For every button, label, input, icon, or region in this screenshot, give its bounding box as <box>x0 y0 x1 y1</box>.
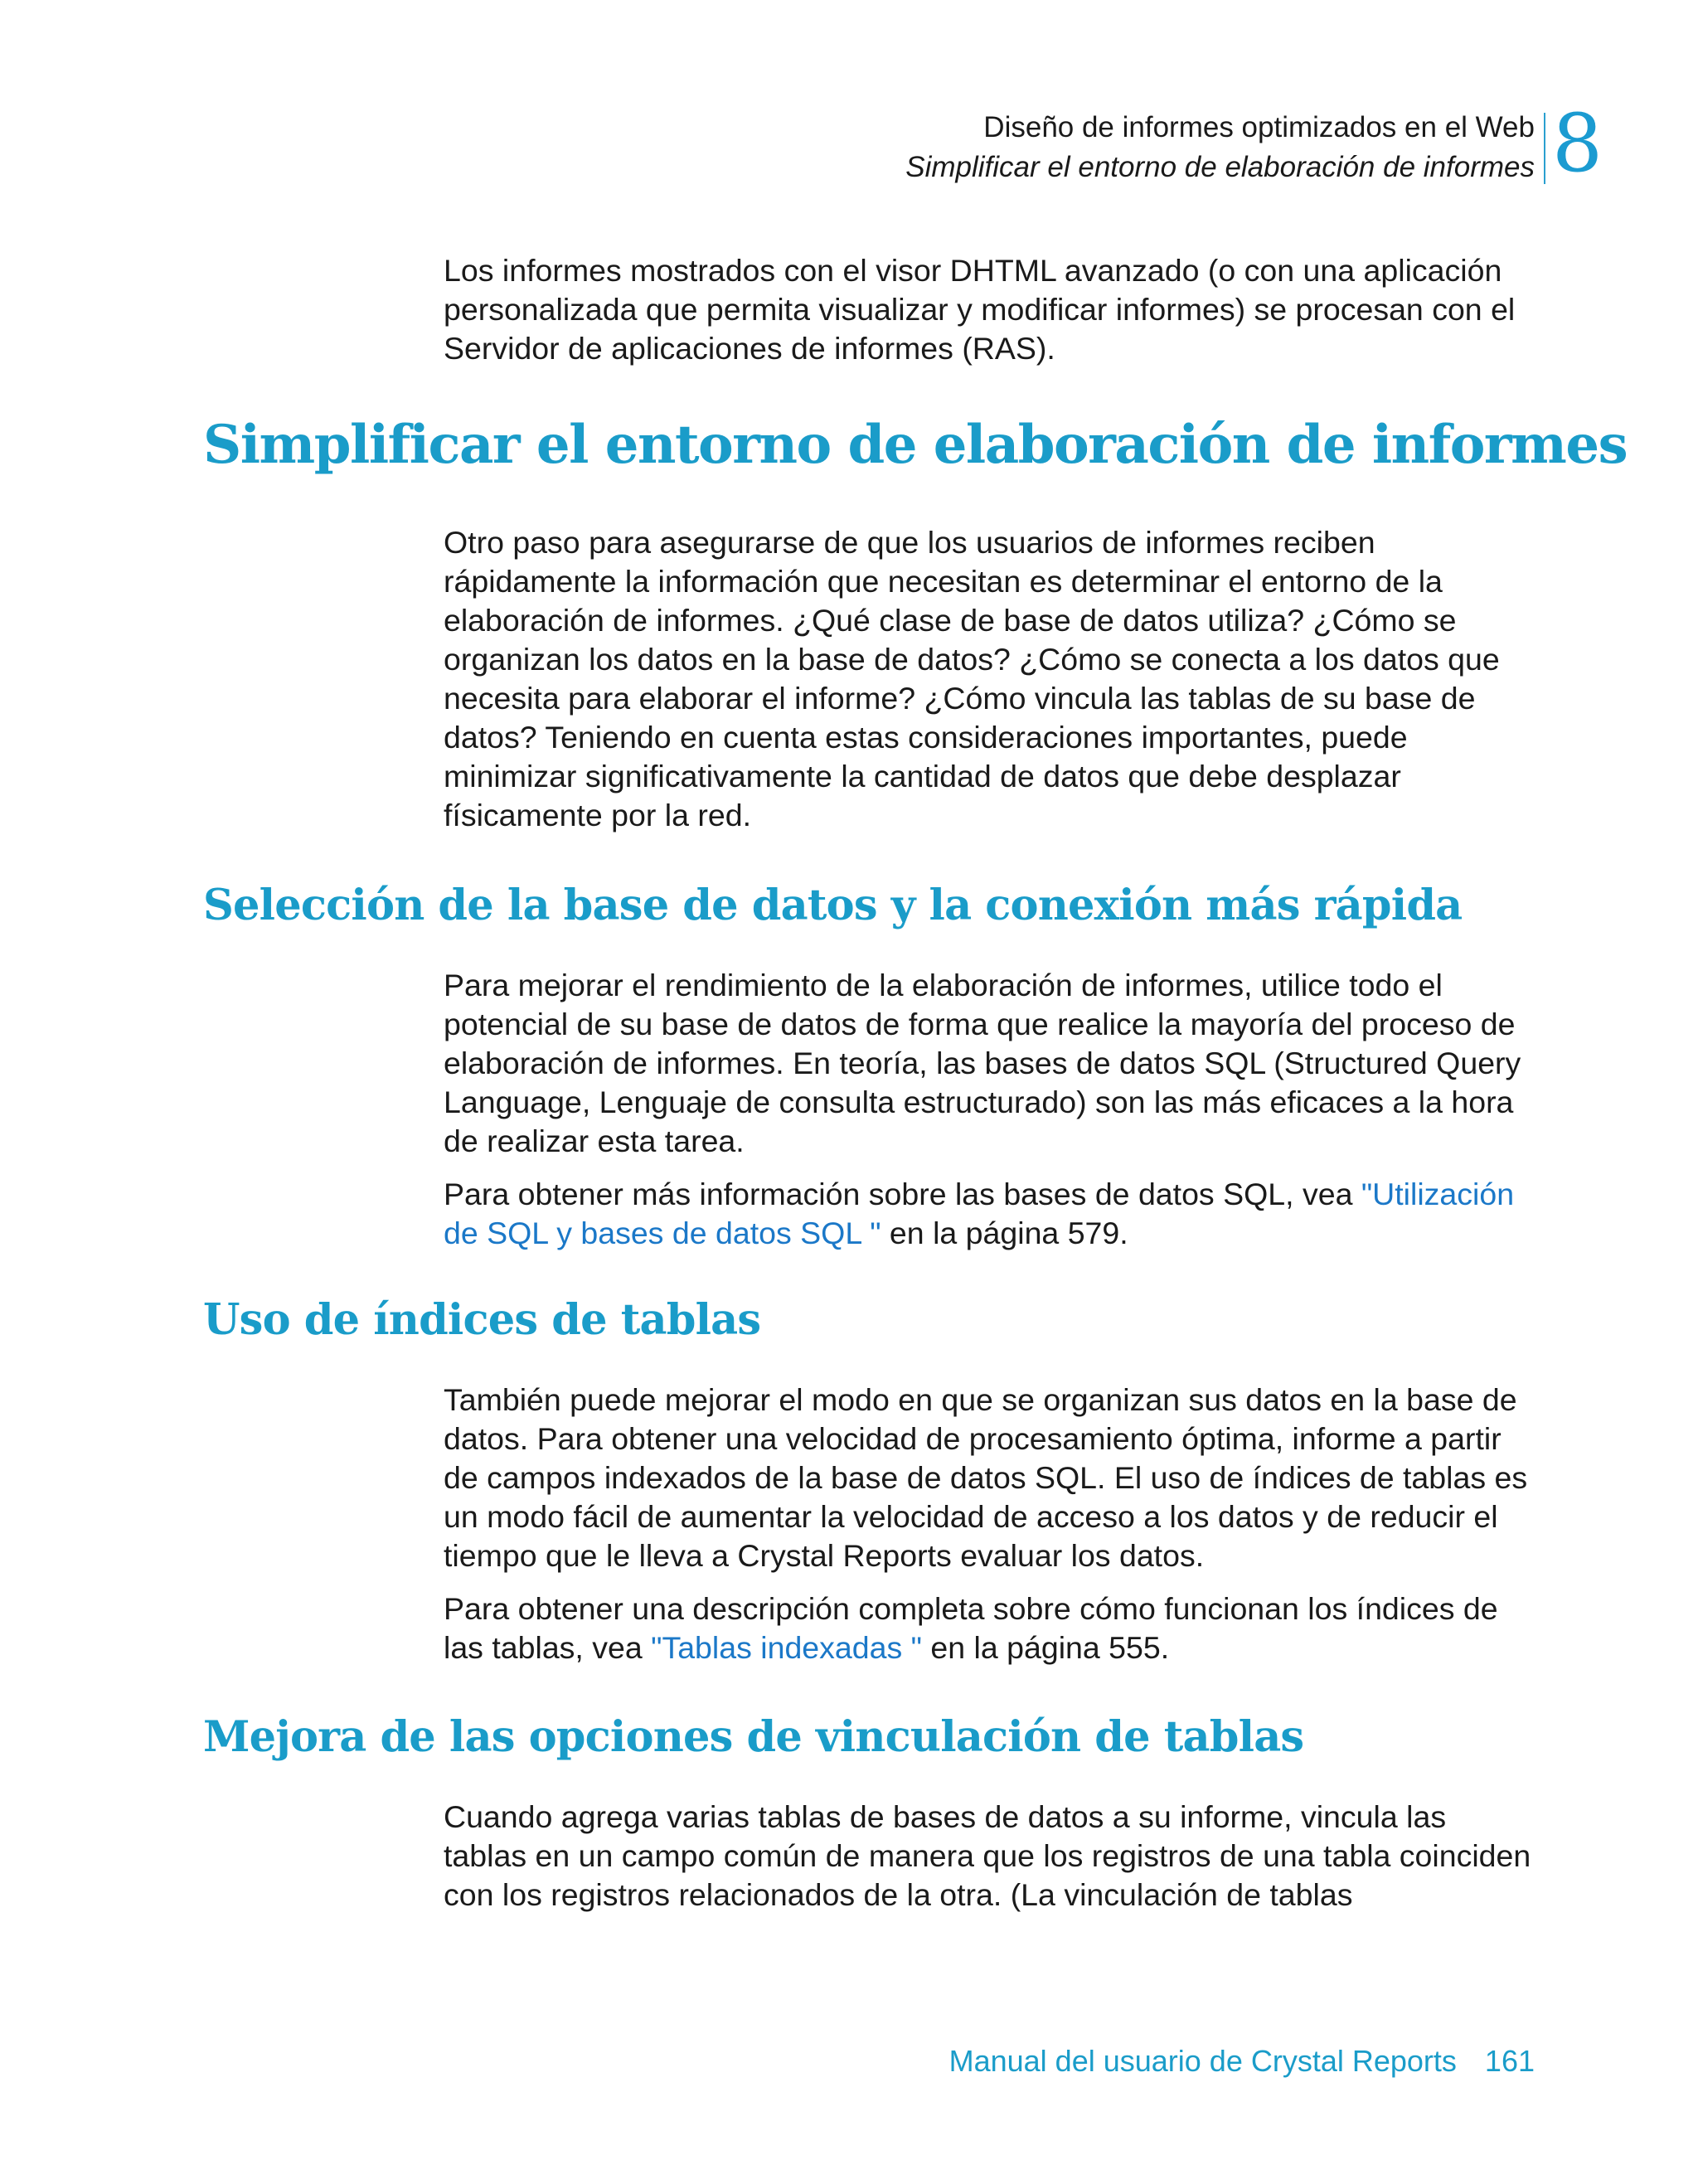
reference-text-suffix: en la página 555. <box>921 1630 1170 1665</box>
section-indexes-body <box>444 1381 1534 1667</box>
section-indexes-paragraph: También puede mejorar el modo en que se organizan sus datos en la base de datos. Para obtener una velocidad de procesamiento óptima, informe a partir de campos indexados de la base de datos SQL. El uso de índices de tablas es un modo fácil de aumentar la velocidad de acceso a los datos y de reducir el tiempo que le lleva a Crystal Reports evaluar los datos. <box>444 1382 1528 1573</box>
chapter-number: 8 <box>1552 97 1603 190</box>
section-linking-body <box>444 1798 1534 1915</box>
section-heading-indexes: Uso de índices de tablas <box>203 1295 761 1345</box>
page-footer <box>949 2041 1535 2081</box>
section-database-reference <box>444 1175 1534 1253</box>
section-heading-simplify: Simplificar el entorno de elaboración de informes <box>203 414 1628 476</box>
section-heading-linking: Mejora de las opciones de vinculación de tablas <box>203 1712 1304 1762</box>
running-header-chapter-title: Diseño de informes optimizados en el Web <box>983 111 1535 143</box>
section-simplify-paragraph: Otro paso para asegurarse de que los usuarios de informes reciben rápidamente la información que necesitan es determinar el entorno de la elaboración de informes. ¿Qué clase de base de datos utiliza? ¿Cómo se organizan los datos en la base de datos? ¿Cómo se conecta a los datos que necesita para elaborar el informe? ¿Cómo vincula las tablas de su base de datos? Teniendo en cuenta estas consideraciones importantes, puede minimizar significativamente la cantidad de datos que debe desplazar físicamente por la red. <box>444 525 1500 832</box>
running-header <box>905 108 1535 187</box>
page-number: 161 <box>1484 2044 1535 2078</box>
section-database-paragraph: Para mejorar el rendimiento de la elaboración de informes, utilice todo el potencial de su base de datos de forma que realice la mayoría del proceso de elaboración de informes. En teoría, las bases de datos SQL (Structured Query Language, Lenguaje de consulta estructurado) son las más eficaces a la hora de realizar esta tarea. <box>444 968 1521 1158</box>
section-database-body <box>444 966 1534 1253</box>
intro-paragraph: Los informes mostrados con el visor DHTML avanzado (o con una aplicación personalizada que permita visualizar y modificar informes) se procesan con el Servidor de aplicaciones de informes (RAS). <box>444 253 1516 366</box>
section-simplify-body <box>444 523 1534 835</box>
link-sql-databases[interactable]: "Utilización de SQL y bases de datos SQL " <box>444 1177 1515 1250</box>
reference-text-prefix: Para obtener una descripción completa sobre cómo funcionan los índices de las tablas, vea <box>444 1591 1498 1665</box>
running-header-section-title: Simplificar el entorno de elaboración de informes <box>905 151 1535 183</box>
reference-text-prefix: Para obtener más información sobre las bases de datos SQL, vea <box>444 1177 1361 1211</box>
footer-manual-title: Manual del usuario de Crystal Reports <box>948 2044 1457 2078</box>
link-indexed-tables[interactable]: "Tablas indexadas " <box>651 1630 922 1665</box>
reference-text-suffix: en la página 579. <box>881 1216 1128 1250</box>
intro-block <box>444 251 1534 368</box>
section-linking-paragraph: Cuando agrega varias tablas de bases de datos a su informe, vincula las tablas en un campo común de manera que los registros de una tabla coinciden con los registros relacionados de la otra. (La vinculación de tablas <box>444 1799 1531 1912</box>
chapter-divider <box>1544 113 1545 184</box>
section-indexes-reference <box>444 1589 1534 1667</box>
section-heading-database: Selección de la base de datos y la conexión más rápida <box>203 881 1463 930</box>
